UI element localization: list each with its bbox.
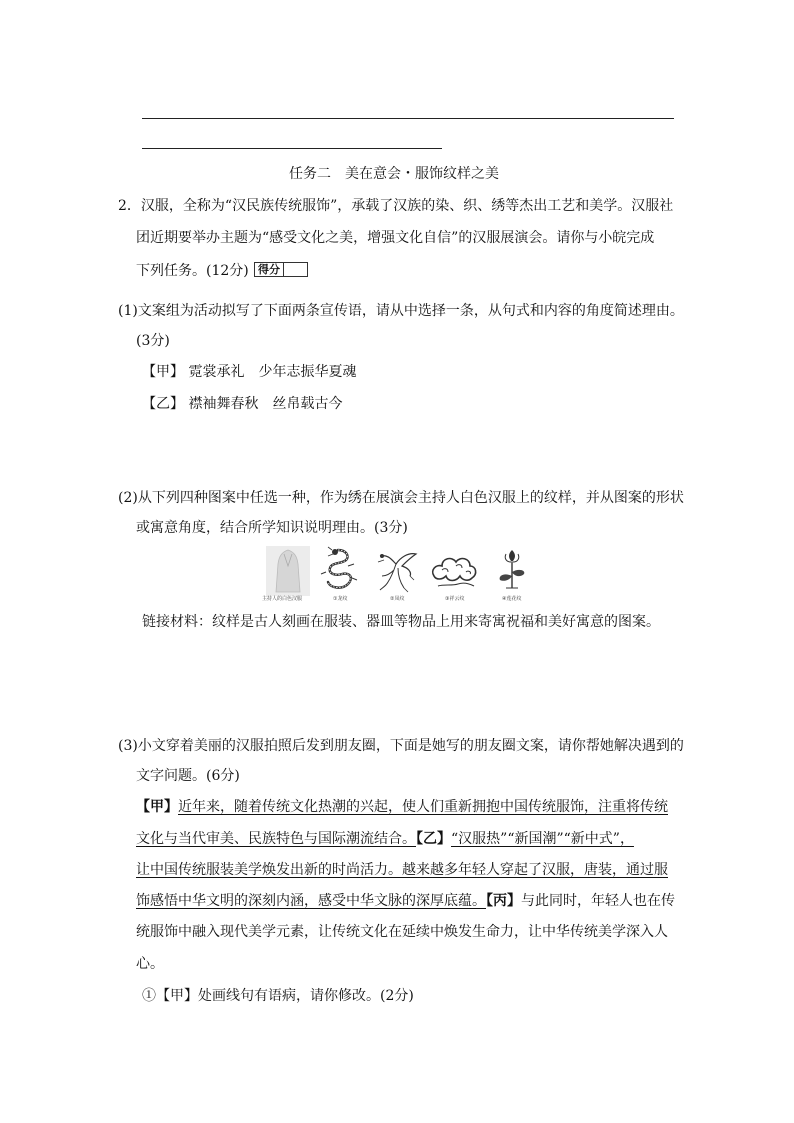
caption-phoenix: ②凤纹 — [390, 596, 405, 602]
paragraph-line6: 心。 — [136, 956, 164, 972]
sub1-line2: (3分) — [136, 333, 170, 349]
tag-jia: 【甲】 — [136, 799, 178, 815]
tag-bing: 【丙】 — [486, 893, 521, 909]
score-label: 得分 — [255, 263, 284, 276]
sub3-line2: 文字问题。(6分) — [136, 768, 240, 784]
sub3-line1: (3)小文穿着美丽的汉服拍照后发到朋友圈，下面是她写的朋友圈文案，请你帮她解决遇到的 — [118, 738, 684, 754]
tag-yi: 【乙】 — [416, 831, 451, 847]
score-box — [254, 262, 308, 277]
sub1-option-b: 【乙】 襟袖舞春秋 丝帛载古今 — [142, 396, 343, 412]
answer-line-2 — [142, 148, 442, 149]
answer-line-1 — [142, 118, 674, 119]
q2-intro-line3: 下列任务。(12分) — [136, 263, 249, 279]
paragraph-line4-tail: 与此同时，年轻人也在传 — [521, 893, 675, 909]
q2-intro-line1: 2．汉服，全称为“汉民族传统服饰”，承载了汉族的染、织、绣等杰出工艺和美学。汉服社 — [118, 198, 674, 214]
underlined-sentence-jia-1: 近年来，随着传统文化热潮的兴起，使人们重新拥抱中国传统服饰，注重将传统 — [178, 799, 668, 815]
q2-intro-line2: 团近期要举办主题为“感受文化之美，增强文化自信”的汉服展演会。请你与小皖完成 — [136, 230, 655, 246]
caption-dragon: ①龙纹 — [333, 596, 348, 602]
paragraph-line2 — [136, 831, 634, 847]
caption-cloud: ③祥云纹 — [445, 596, 465, 602]
sub2-line1: (2)从下列四种图案中任选一种，作为绣在展演会主持人白色汉服上的纹样，并从图案的形状 — [118, 490, 684, 506]
paragraph-line3: 让中国传统服装美学焕发出新的时尚活力。越来越多年轻人穿起了汉服，唐装，通过服 — [136, 862, 668, 878]
caption-lotus: ④莲花纹 — [502, 596, 522, 602]
paragraph-line4 — [136, 893, 675, 909]
paragraph-line5: 统服饰中融入现代美学元素，让传统文化在延续中焕发生命力，让中华传统美学深入人 — [136, 924, 668, 940]
task-title: 任务二 美在意会・服饰纹样之美 — [289, 166, 499, 182]
sub1-option-a: 【甲】 霓裳承礼 少年志振华夏魂 — [142, 364, 357, 380]
underlined-yi-tail: “汉服热”“新国潮”“新中式”， — [451, 831, 634, 847]
sub3-question1: ①【甲】处画线句有语病，请你修改。(2分) — [142, 988, 414, 1004]
sub1-line1: (1)文案组为活动拟写了下面两条宣传语，请从中选择一条，从句式和内容的角度简述理由。 — [118, 303, 684, 319]
sub2-line2: 或寓意角度，结合所学知识说明理由。(3分) — [136, 520, 408, 536]
paragraph-line1 — [136, 799, 668, 815]
score-blank[interactable] — [284, 263, 307, 276]
underlined-sentence-jia-2: 文化与当代审美、民族特色与国际潮流结合。 — [136, 831, 416, 847]
caption-hanfu: 主持人的白色汉服 — [262, 596, 303, 602]
underlined-sentence-4: 饰感悟中华文明的深刻内涵，感受中华文脉的深厚底蕴。 — [136, 893, 486, 909]
sub2-link-material: 链接材料：纹样是古人刻画在服装、器皿等物品上用来寄寓祝福和美好寓意的图案。 — [142, 614, 660, 630]
